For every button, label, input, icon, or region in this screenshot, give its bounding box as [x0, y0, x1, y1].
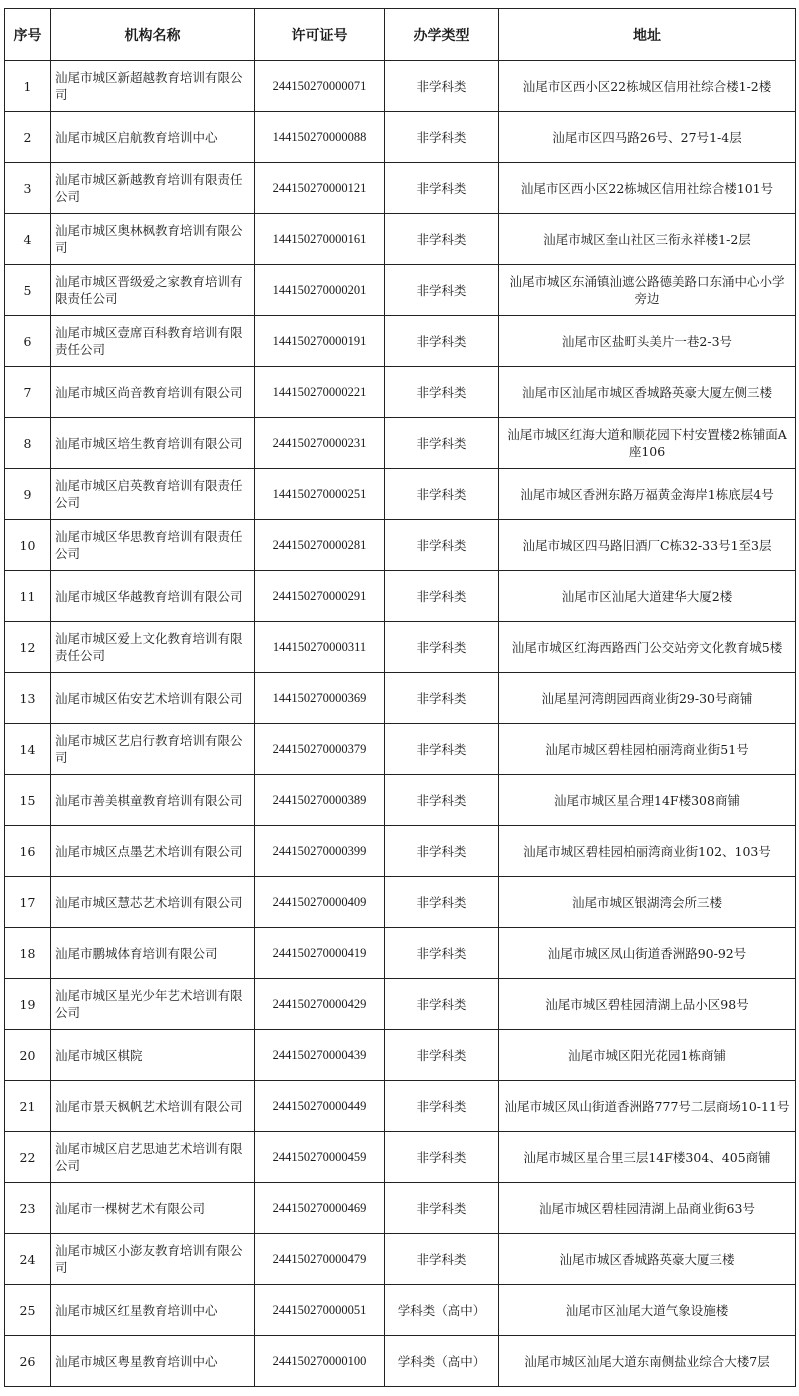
license-number-cell: 144150270000311 — [255, 622, 385, 673]
address-cell: 汕尾市城区凤山街道香洲路90-92号 — [499, 928, 796, 979]
license-number-cell: 244150270000469 — [255, 1183, 385, 1234]
table-row — [5, 1336, 796, 1387]
header-school-type: 办学类型 — [385, 9, 499, 61]
license-number-cell: 144150270000161 — [255, 214, 385, 265]
address-cell: 汕尾市区四马路26号、27号1-4层 — [499, 112, 796, 163]
table-row — [5, 1132, 796, 1183]
header-number: 序号 — [5, 9, 51, 61]
row-number-cell: 2 — [5, 112, 51, 163]
table-row — [5, 367, 796, 418]
institution-name-cell: 汕尾市一棵树艺术有限公司 — [51, 1183, 255, 1234]
school-type-cell: 非学科类 — [385, 724, 499, 775]
row-number-cell: 8 — [5, 418, 51, 469]
table-row — [5, 1234, 796, 1285]
institution-name-cell: 汕尾市鹏城体育培训有限公司 — [51, 928, 255, 979]
row-number-cell: 1 — [5, 61, 51, 112]
address-cell: 汕尾市区汕尾大道气象设施楼 — [499, 1285, 796, 1336]
institution-name-cell: 汕尾市城区新超越教育培训有限公司 — [51, 61, 255, 112]
address-cell: 汕尾市城区碧桂园柏丽湾商业街102、103号 — [499, 826, 796, 877]
institution-name-cell: 汕尾市城区晋级爱之家教育培训有限责任公司 — [51, 265, 255, 316]
institution-name-cell: 汕尾市景天枫帆艺术培训有限公司 — [51, 1081, 255, 1132]
table-row — [5, 673, 796, 724]
table-row — [5, 877, 796, 928]
row-number-cell: 21 — [5, 1081, 51, 1132]
row-number-cell: 25 — [5, 1285, 51, 1336]
address-cell: 汕尾星河湾朗园西商业街29-30号商铺 — [499, 673, 796, 724]
row-number-cell: 17 — [5, 877, 51, 928]
school-type-cell: 非学科类 — [385, 367, 499, 418]
institution-name-cell: 汕尾市城区尚音教育培训有限公司 — [51, 367, 255, 418]
table-row — [5, 1285, 796, 1336]
school-type-cell: 非学科类 — [385, 1132, 499, 1183]
license-number-cell: 244150270000281 — [255, 520, 385, 571]
institution-name-cell: 汕尾市城区点墨艺术培训有限公司 — [51, 826, 255, 877]
table-row — [5, 826, 796, 877]
institution-name-cell: 汕尾市城区新越教育培训有限责任公司 — [51, 163, 255, 214]
license-number-cell: 144150270000088 — [255, 112, 385, 163]
license-number-cell: 244150270000439 — [255, 1030, 385, 1081]
school-type-cell: 非学科类 — [385, 928, 499, 979]
address-cell: 汕尾市城区汕尾大道东南侧盐业综合大楼7层 — [499, 1336, 796, 1387]
school-type-cell: 非学科类 — [385, 1081, 499, 1132]
school-type-cell: 学科类（高中） — [385, 1336, 499, 1387]
row-number-cell: 4 — [5, 214, 51, 265]
row-number-cell: 19 — [5, 979, 51, 1030]
table-row — [5, 214, 796, 265]
school-type-cell: 非学科类 — [385, 1234, 499, 1285]
header-license-number: 许可证号 — [255, 9, 385, 61]
address-cell: 汕尾市城区碧桂园柏丽湾商业街51号 — [499, 724, 796, 775]
row-number-cell: 13 — [5, 673, 51, 724]
license-number-cell: 244150270000100 — [255, 1336, 385, 1387]
table-row — [5, 724, 796, 775]
table-row — [5, 571, 796, 622]
address-cell: 汕尾市城区凤山街道香洲路777号二层商场10-11号 — [499, 1081, 796, 1132]
address-cell: 汕尾市区西小区22栋城区信用社综合楼101号 — [499, 163, 796, 214]
license-number-cell: 244150270000121 — [255, 163, 385, 214]
address-cell: 汕尾市城区碧桂园清湖上品小区98号 — [499, 979, 796, 1030]
license-number-cell: 244150270000389 — [255, 775, 385, 826]
row-number-cell: 18 — [5, 928, 51, 979]
school-type-cell: 学科类（高中） — [385, 1285, 499, 1336]
address-cell: 汕尾市城区红海西路西门公交站旁文化教育城5楼 — [499, 622, 796, 673]
table-row — [5, 112, 796, 163]
table-header-row — [5, 9, 796, 61]
table-row — [5, 775, 796, 826]
header-institution-name: 机构名称 — [51, 9, 255, 61]
school-type-cell: 非学科类 — [385, 826, 499, 877]
address-cell: 汕尾市区汕尾市城区香城路英豪大厦左侧三楼 — [499, 367, 796, 418]
table-row — [5, 469, 796, 520]
license-number-cell: 244150270000399 — [255, 826, 385, 877]
address-cell: 汕尾市城区碧桂园清湖上品商业街63号 — [499, 1183, 796, 1234]
school-type-cell: 非学科类 — [385, 1030, 499, 1081]
address-cell: 汕尾市城区阳光花园1栋商铺 — [499, 1030, 796, 1081]
license-number-cell: 244150270000231 — [255, 418, 385, 469]
institution-name-cell: 汕尾市城区慧芯艺术培训有限公司 — [51, 877, 255, 928]
address-cell: 汕尾市区汕尾大道建华大厦2楼 — [499, 571, 796, 622]
row-number-cell: 14 — [5, 724, 51, 775]
license-number-cell: 244150270000459 — [255, 1132, 385, 1183]
row-number-cell: 10 — [5, 520, 51, 571]
institution-name-cell: 汕尾市城区华越教育培训有限公司 — [51, 571, 255, 622]
table-row — [5, 622, 796, 673]
license-number-cell: 144150270000221 — [255, 367, 385, 418]
table-row — [5, 418, 796, 469]
institution-name-cell: 汕尾市城区粤星教育培训中心 — [51, 1336, 255, 1387]
school-type-cell: 非学科类 — [385, 418, 499, 469]
row-number-cell: 26 — [5, 1336, 51, 1387]
institution-table — [4, 8, 796, 1387]
school-type-cell: 非学科类 — [385, 316, 499, 367]
table-row — [5, 1030, 796, 1081]
address-cell: 汕尾市城区星合理14F楼308商铺 — [499, 775, 796, 826]
license-number-cell: 244150270000071 — [255, 61, 385, 112]
institution-name-cell: 汕尾市城区壹席百科教育培训有限责任公司 — [51, 316, 255, 367]
table-row — [5, 265, 796, 316]
institution-name-cell: 汕尾市城区启艺思迪艺术培训有限公司 — [51, 1132, 255, 1183]
row-number-cell: 5 — [5, 265, 51, 316]
table-row — [5, 1081, 796, 1132]
license-number-cell: 244150270000291 — [255, 571, 385, 622]
school-type-cell: 非学科类 — [385, 622, 499, 673]
address-cell: 汕尾市城区四马路旧酒厂C栋32-33号1至3层 — [499, 520, 796, 571]
school-type-cell: 非学科类 — [385, 673, 499, 724]
row-number-cell: 11 — [5, 571, 51, 622]
school-type-cell: 非学科类 — [385, 214, 499, 265]
institution-name-cell: 汕尾市城区佑安艺术培训有限公司 — [51, 673, 255, 724]
table-row — [5, 928, 796, 979]
institution-name-cell: 汕尾市城区红星教育培训中心 — [51, 1285, 255, 1336]
institution-name-cell: 汕尾市城区华思教育培训有限责任公司 — [51, 520, 255, 571]
school-type-cell: 非学科类 — [385, 112, 499, 163]
table-body — [5, 61, 796, 1387]
institution-name-cell: 汕尾市城区棋院 — [51, 1030, 255, 1081]
address-cell: 汕尾市城区星合里三层14F楼304、405商铺 — [499, 1132, 796, 1183]
school-type-cell: 非学科类 — [385, 61, 499, 112]
address-cell: 汕尾市城区奎山社区三衔永祥楼1-2层 — [499, 214, 796, 265]
address-cell: 汕尾市城区香城路英豪大厦三楼 — [499, 1234, 796, 1285]
license-number-cell: 244150270000409 — [255, 877, 385, 928]
license-number-cell: 144150270000251 — [255, 469, 385, 520]
address-cell: 汕尾市城区红海大道和顺花园下村安置楼2栋铺面A座106 — [499, 418, 796, 469]
row-number-cell: 22 — [5, 1132, 51, 1183]
school-type-cell: 非学科类 — [385, 775, 499, 826]
license-number-cell: 244150270000379 — [255, 724, 385, 775]
address-cell: 汕尾市区盐町头美片一巷2-3号 — [499, 316, 796, 367]
row-number-cell: 20 — [5, 1030, 51, 1081]
school-type-cell: 非学科类 — [385, 520, 499, 571]
row-number-cell: 16 — [5, 826, 51, 877]
school-type-cell: 非学科类 — [385, 571, 499, 622]
school-type-cell: 非学科类 — [385, 877, 499, 928]
license-number-cell: 244150270000479 — [255, 1234, 385, 1285]
row-number-cell: 7 — [5, 367, 51, 418]
institution-name-cell: 汕尾市城区培生教育培训有限公司 — [51, 418, 255, 469]
license-number-cell: 244150270000429 — [255, 979, 385, 1030]
license-number-cell: 244150270000419 — [255, 928, 385, 979]
address-cell: 汕尾市城区香洲东路万福黄金海岸1栋底层4号 — [499, 469, 796, 520]
license-number-cell: 144150270000191 — [255, 316, 385, 367]
school-type-cell: 非学科类 — [385, 469, 499, 520]
table-row — [5, 1183, 796, 1234]
row-number-cell: 9 — [5, 469, 51, 520]
table-row — [5, 316, 796, 367]
institution-name-cell: 汕尾市城区星光少年艺术培训有限公司 — [51, 979, 255, 1030]
institution-name-cell: 汕尾市善美棋童教育培训有限公司 — [51, 775, 255, 826]
license-number-cell: 244150270000051 — [255, 1285, 385, 1336]
address-cell: 汕尾市城区东涌镇汕遮公路德美路口东涌中心小学旁边 — [499, 265, 796, 316]
row-number-cell: 15 — [5, 775, 51, 826]
institution-name-cell: 汕尾市城区爱上文化教育培训有限责任公司 — [51, 622, 255, 673]
institution-name-cell: 汕尾市城区奥林枫教育培训有限公司 — [51, 214, 255, 265]
row-number-cell: 24 — [5, 1234, 51, 1285]
address-cell: 汕尾市城区银湖湾会所三楼 — [499, 877, 796, 928]
row-number-cell: 3 — [5, 163, 51, 214]
school-type-cell: 非学科类 — [385, 163, 499, 214]
license-number-cell: 144150270000369 — [255, 673, 385, 724]
row-number-cell: 12 — [5, 622, 51, 673]
institution-name-cell: 汕尾市城区启英教育培训有限责任公司 — [51, 469, 255, 520]
header-address: 地址 — [499, 9, 796, 61]
license-number-cell: 144150270000201 — [255, 265, 385, 316]
table-row — [5, 979, 796, 1030]
license-number-cell: 244150270000449 — [255, 1081, 385, 1132]
school-type-cell: 非学科类 — [385, 979, 499, 1030]
address-cell: 汕尾市区西小区22栋城区信用社综合楼1-2楼 — [499, 61, 796, 112]
institution-name-cell: 汕尾市城区启航教育培训中心 — [51, 112, 255, 163]
institution-name-cell: 汕尾市城区小澎友教育培训有限公司 — [51, 1234, 255, 1285]
table-row — [5, 163, 796, 214]
school-type-cell: 非学科类 — [385, 265, 499, 316]
institution-name-cell: 汕尾市城区艺启行教育培训有限公司 — [51, 724, 255, 775]
table-row — [5, 61, 796, 112]
row-number-cell: 23 — [5, 1183, 51, 1234]
row-number-cell: 6 — [5, 316, 51, 367]
school-type-cell: 非学科类 — [385, 1183, 499, 1234]
table-row — [5, 520, 796, 571]
